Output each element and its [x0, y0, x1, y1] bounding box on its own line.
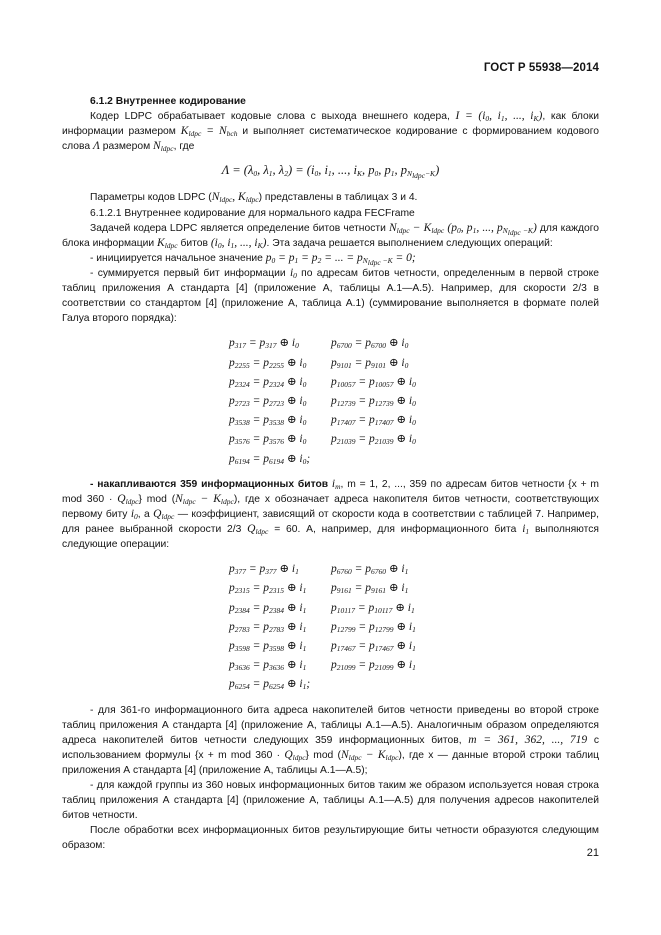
eq-row: $p_{6760} = p_{6760}$ ⊕ $i_1$ — [331, 563, 409, 577]
eq-row: $p_{2324} = p_{2324}$ ⊕ $i_0$ — [229, 375, 307, 389]
document-body — [62, 94, 599, 854]
eq-row: $p_{6254} = p_{6254}$ ⊕ $i_1$; — [229, 678, 311, 692]
eq-row: $p_{3636} = p_{3636}$ ⊕ $i_1$ — [229, 659, 307, 673]
eq-row: $p_{12799} = p_{12799}$ ⊕ $i_1$ — [331, 620, 416, 634]
text-run: ), где x — данные второй строки таблиц приложения А стандарта [4] (приложение А, таблицы А.1—А.5); — [62, 749, 599, 776]
text-run: и выполняет систематическое кодирование с формированием кодового слова — [62, 126, 599, 153]
text-run: - накапливаются 359 информационных битов — [90, 478, 332, 490]
eq-row: $p_{317} = p_{317}$ ⊕ $i_0$ — [229, 337, 299, 351]
bullet-first-bit: - суммируется первый бит информации $i_0$ по адресам битов четности, определенным в первой строке таблиц приложения А стандарта [4] (приложение А, таблицы А.1—А.5). Например, для скорости 2/3 в соответствии со стандартом [4] (приложение А, таблица А.1) (суммирование выполняется в формате полей Галуа второго порядка): — [62, 266, 600, 325]
text-run: ), где x обозначает адреса накопителя битов четности, соответствующих первому биту — [62, 493, 600, 520]
paragraph-params: Параметры кодов LDPC ($N_{ldpc}$, $K_{ldpc}$) представлены в таблицах 3 и 4. — [90, 191, 418, 205]
text-run: выполняются следующие операции: — [62, 524, 599, 551]
codeword-formula: $\Lambda = (\lambda_0$, $\lambda_1$, $\lambda_2) = (i_0$, $i_1$, ..., $i_K$, $p_0$, $p_1$, $p_{N_{ldpc}-K}$) — [221, 163, 440, 181]
text-run: = 60. А, например, для информационного бита — [268, 524, 523, 536]
text-run: по адресам битов четности, определенным в первой строке таблиц приложения А стандарта [4] (приложение А, таблицы А.1—А.5). Например, для скорости 2/3 в соответствии со стандартом [4] (приложение А, таблица А.1) (суммирование выполняется в формате полей Галуа второго порядка): — [62, 267, 600, 325]
eq-row: $p_{2783} = p_{2783}$ ⊕ $i_1$ — [229, 620, 307, 634]
text-run: , где — [173, 141, 195, 153]
bullet-init: - инициируется начальное значение $p_0 = p_1 = p_2$ = ... = $p_{N_{ldpc} -K} = 0$; — [90, 251, 416, 267]
eq-row: $p_{377} = p_{377}$ ⊕ $i_1$ — [229, 563, 299, 577]
text-run: - для 361-го информационного бита адреса накопителей битов четности приведены во второй строке таблиц приложения А стандарта [4] (приложение А, таблицы А.1—А.5). Аналогичным образом определяются адреса накопителей битов четности следующих 359 информационных битов, — [62, 704, 599, 746]
text-run: . Эта задача решается выполнением следующих операций: — [266, 237, 553, 249]
eq-row: $p_{21039} = p_{21039}$ ⊕ $i_0$ — [331, 433, 416, 447]
eq-row: $p_{9161} = p_{9161}$ ⊕ $i_1$ — [331, 582, 409, 596]
text-run: Кодер LDPC обрабатывает кодовые слова с выхода внешнего кодера, — [90, 111, 456, 123]
paragraph-task: Задачей кодера LDPC является определение битов четности $N_{ldpc} - K_{ldpc}$ ($p_0$, $p_1$, ..., $p_{N_{ldpc} -K}$) для каждого блока информации $K_{ldpc}$ битов ($i_0$, $i_1$, ..., $i_K$). Эта задача решается выполнением следующих операций: — [62, 221, 600, 250]
equations-i1 — [229, 560, 599, 694]
paragraph-intro: Кодер LDPC обрабатывает кодовые слова с выхода внешнего кодера, $I = (i_0$, $i_1$, ..., $i_K$), как блоки информации размером $K_{ldpc} = N_{bch}$ и выполняет систематическое кодирование с формированием кодового слова Λ размером $N_{ldpc}$, где — [62, 110, 599, 154]
text-run: для каждого блока информации — [62, 222, 600, 249]
eq-row: $p_{2315} = p_{2315}$ ⊕ $i_1$ — [229, 582, 307, 596]
eq-row: $p_{6700} = p_{6700}$ ⊕ $i_0$ — [331, 337, 409, 351]
eq-row: $p_{21099} = p_{21099}$ ⊕ $i_1$ — [331, 659, 416, 673]
standard-header: ГОСТ Р 55938—2014 — [483, 62, 599, 74]
text-run: , m = 1, 2, ..., 359 по адресам битов четности {x + m mod 360 · — [62, 478, 599, 505]
text-run: m = 361, 362, ..., 719 — [468, 733, 588, 746]
eq-row: $p_{9101} = p_{9101}$ ⊕ $i_0$ — [331, 356, 409, 370]
text-run: с использованием формулы {x + m mod 360 · — [62, 734, 599, 761]
text-run: битов — [177, 237, 211, 249]
text-run: } mod ( — [305, 749, 341, 761]
paragraph-result: После обработки всех информационных битов результирующие биты четности образуются следующим образом: — [62, 825, 599, 852]
eq-row: $p_{2723} = p_{2723}$ ⊕ $i_0$ — [229, 394, 307, 408]
text-run: , как блоки информации размером — [62, 111, 599, 138]
eq-row: $p_{2255} = p_{2255}$ ⊕ $i_0$ — [229, 356, 307, 370]
eq-row: $p_{17467} = p_{17467}$ ⊕ $i_1$ — [331, 640, 416, 654]
text-run: Задачей кодера LDPC является определение битов четности — [90, 222, 389, 234]
eq-row: $p_{3538} = p_{3538}$ ⊕ $i_0$ — [229, 414, 307, 428]
eq-row: $p_{10117} = p_{10117}$ ⊕ $i_1$ — [331, 601, 415, 615]
eq-row: $p_{6194} = p_{6194}$ ⊕ $i_0$; — [229, 452, 311, 466]
page-number: 21 — [586, 847, 599, 859]
text-run: размером — [99, 141, 154, 153]
eq-row: $p_{3598} = p_{3598}$ ⊕ $i_1$ — [229, 640, 307, 654]
bullet-groups: - для каждой группы из 360 новых информационных битов таким же образом используется новая строка таблиц приложения А стандарта [4] (приложение А, таблицы А.1—А.5) для получения адресов накопителей битов четности. — [62, 780, 599, 822]
section-heading: 6.1.2 Внутреннее кодирование — [90, 96, 246, 107]
text-run: - инициируется начальное значение — [90, 252, 266, 264]
eq-row: $p_{2384} = p_{2384}$ ⊕ $i_1$ — [229, 601, 307, 615]
eq-row: $p_{17407} = p_{17407}$ ⊕ $i_0$ — [331, 414, 416, 428]
subsection-heading: 6.1.2.1 Внутреннее кодирование для нормального кадра FECFrame — [90, 207, 415, 219]
text-run: — коэффициент, зависящий от скорости кода в соответствии с таблицей 7. Например, для ранее выбранной скорости 2/3 — [62, 508, 599, 536]
eq-row: $p_{12739} = p_{12739}$ ⊕ $i_0$ — [331, 394, 416, 408]
bullet-accumulate: - накапливаются 359 информационных битов $i_m$, m = 1, 2, ..., 359 по адресам битов четности {x + m mod $360 \cdot Q_{ldpc}$} mod $(N_{ldpc} - K_{ldpc})$, где x обозначает адреса накопителя битов четности, соответствующих первому биту $i_0$, а $Q_{ldpc}$ — коэффициент, зависящий от скорости кода в соответствии с таблицей 7. Например, для ранее выбранной скорости 2/3 $Q_{ldpc} = 60$. А, например, для информационного бита $i_1$ выполняются следующие операции: — [62, 477, 600, 551]
text-run: , а — [137, 508, 154, 520]
text-run: - суммируется первый бит информации — [90, 267, 290, 279]
bullet-361st-bit: - для 361-го информационного бита адреса накопителей битов четности приведены во второй строке таблиц приложения А стандарта [4] (приложение А, таблицы А.1—А.5). Аналогичным образом определяются адреса накопителей битов четности следующих 359 информационных битов, m = 361, 362, ..., 719 с использованием формулы {x + m mod $360 \cdot Q_{ldpc}$} mod $(N_{ldpc} - K_{ldpc})$, где x — данные второй строки таблиц приложения А стандарта [4] (приложение А, таблицы А.1—А.5); — [62, 704, 599, 776]
eq-row: $p_{10057} = p_{10057}$ ⊕ $i_0$ — [331, 375, 416, 389]
equations-i0 — [229, 334, 599, 468]
text-run: } mod ( — [138, 493, 176, 505]
eq-row: $p_{3576} = p_{3576}$ ⊕ $i_0$ — [229, 433, 307, 447]
